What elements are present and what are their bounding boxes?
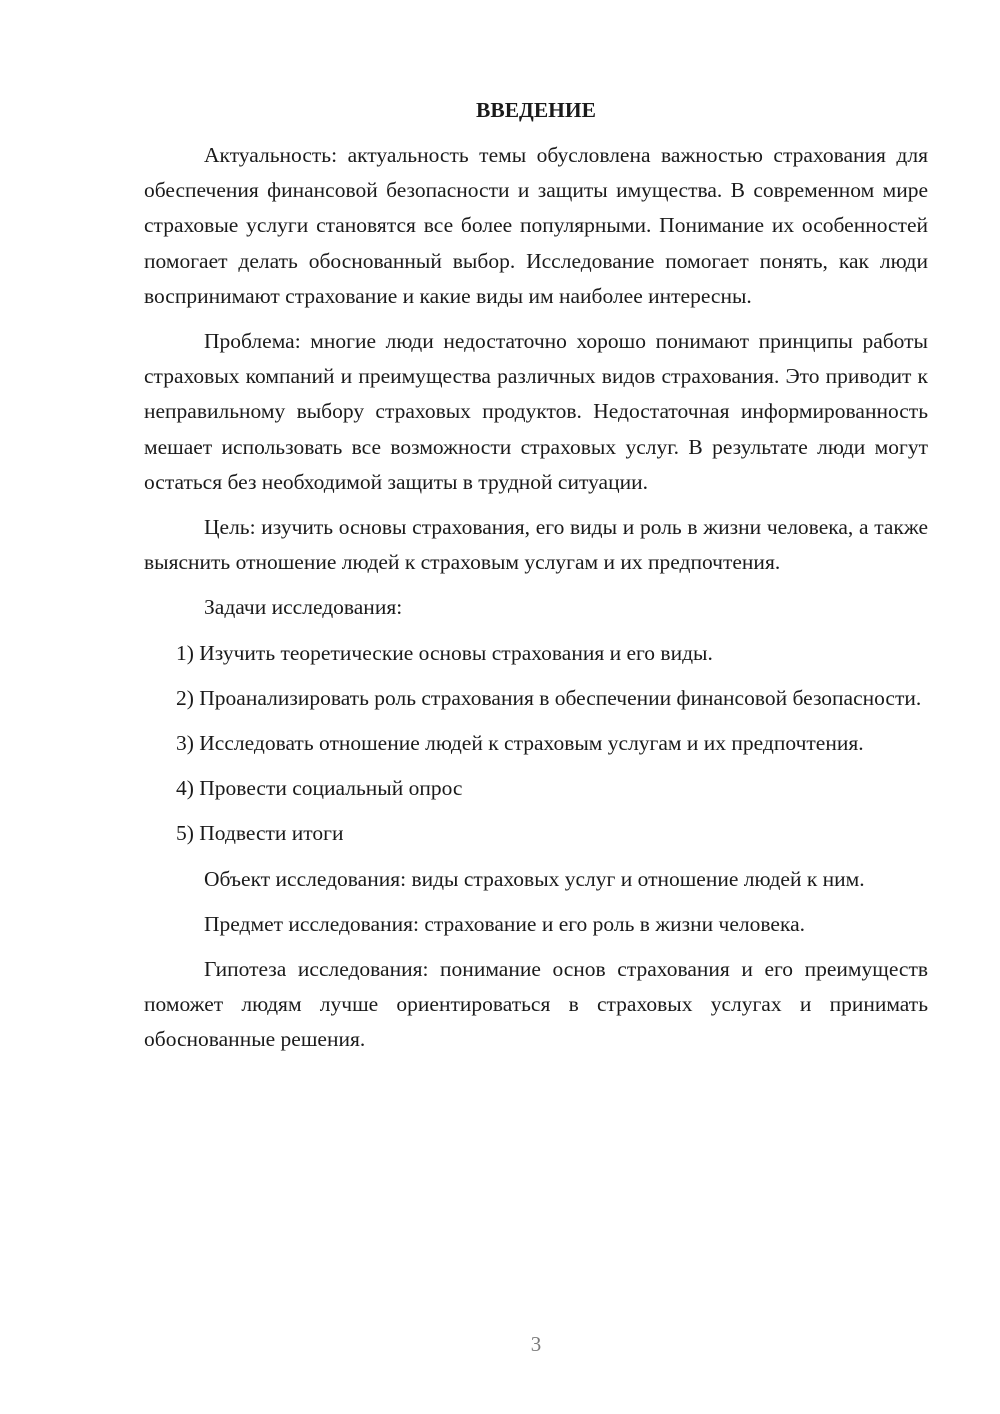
- page-number: 3: [530, 1332, 542, 1356]
- paragraph-hypothesis: Гипотеза исследования: понимание основ страхования и его преимуществ поможет людям лучше ориентироваться в страховых услугах и принимать обоснованные решения.: [144, 957, 928, 1052]
- page-content: [144, 93, 928, 1068]
- paragraph-problem: Проблема: многие люди недостаточно хорошо понимают принципы работы страховых компаний и преимущества различных видов страхования. Это приводит к неправильному выбору страховых продуктов. Недостаточная информированность мешает использовать все возможности страховых услуг. В результате люди могут остаться без необходимой защиты в трудной ситуации.: [144, 329, 928, 494]
- task-item-5: 5) Подвести итоги: [176, 821, 344, 846]
- section-heading: ВВЕДЕНИЕ: [476, 98, 596, 122]
- paragraph-object: Объект исследования: виды страховых услуг и отношение людей к ним.: [204, 866, 865, 891]
- paragraph-relevance: Актуальность: актуальность темы обусловлена важностью страхования для обеспечения финансовой безопасности и защиты имущества. В современном мире страховые услуги становятся все более популярными. Понимание их особенностей помогает делать обоснованный выбор. Исследование помогает понять, как люди воспринимают страхование и какие виды им наиболее интересны.: [144, 143, 928, 308]
- task-item-2: 2) Проанализировать роль страхования в обеспечении финансовой безопасности.: [176, 685, 922, 710]
- tasks-title: Задачи исследования:: [204, 595, 403, 620]
- task-item-1: 1) Изучить теоретические основы страхования и его виды.: [176, 640, 713, 665]
- paragraph-subject: Предмет исследования: страхование и его роль в жизни человека.: [204, 911, 806, 936]
- paragraph-goal: Цель: изучить основы страхования, его виды и роль в жизни человека, а также выяснить отношение людей к страховым услугам и их предпочтения.: [144, 515, 928, 575]
- task-item-3: 3) Исследовать отношение людей к страховым услугам и их предпочтения.: [176, 731, 864, 756]
- task-item-4: 4) Провести социальный опрос: [176, 776, 463, 801]
